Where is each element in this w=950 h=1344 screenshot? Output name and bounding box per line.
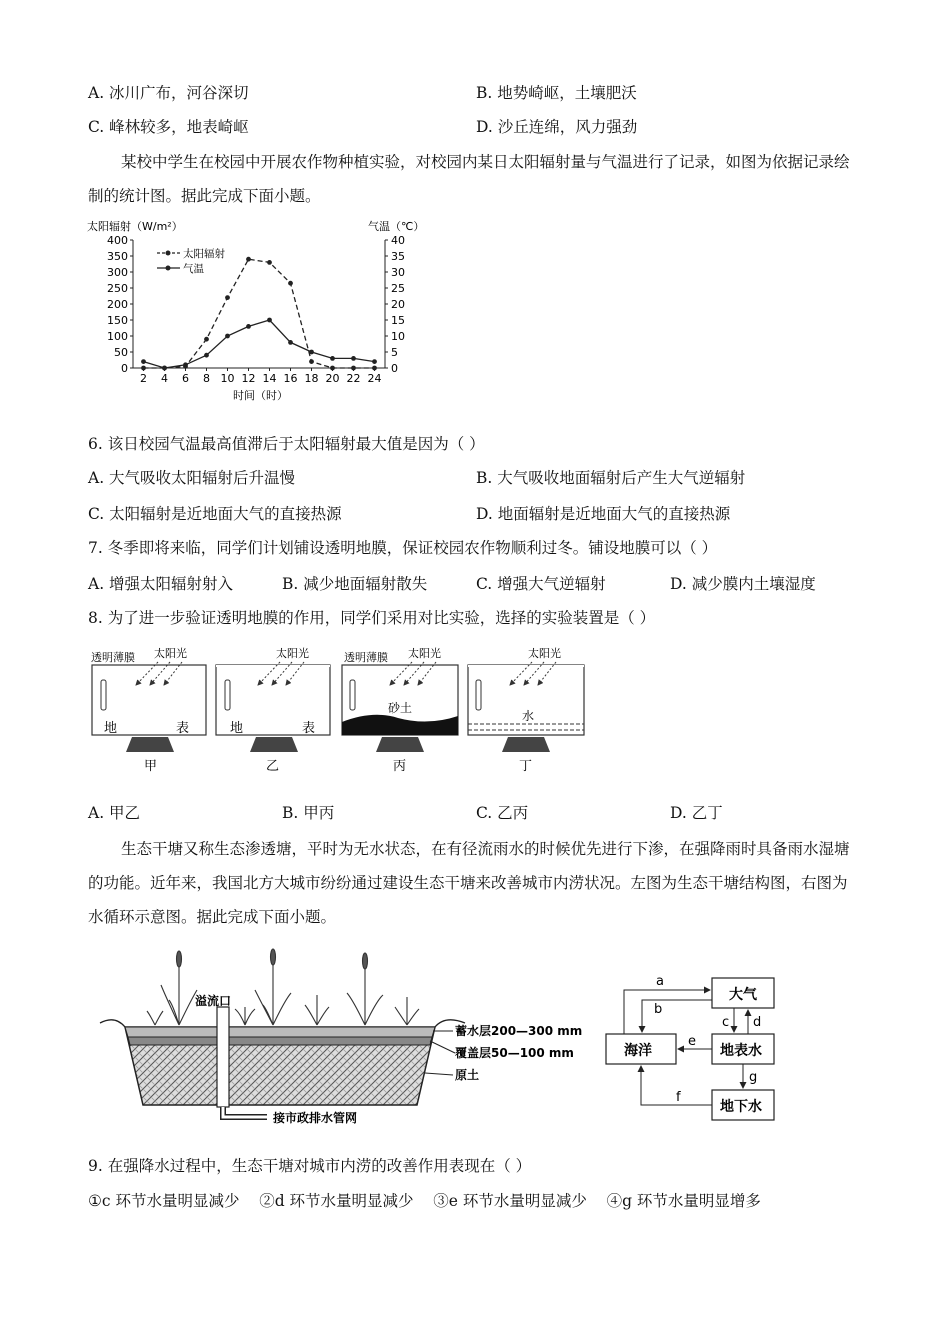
x-tick-label: 10 — [220, 372, 235, 385]
apparatus-bing — [342, 646, 458, 774]
intro-paragraph-2: 生态干塘又称生态渗透塘，平时为无水状态，在有径流雨水的时候优先进行下渗，在强降雨时具备雨水湿塘的功能。近年来，我国北方大城市纷纷通过建设生态干塘来改善城市内涝状况。左图为生态干塘结构图，右图为水循环示意图。据此完成下面小题。 — [88, 840, 850, 926]
q7-option-a: A. 增强太阳辐射射入 — [88, 575, 234, 593]
y-right-tick-label: 30 — [391, 266, 405, 279]
temperature-series-line — [144, 320, 375, 368]
y-left-tick-label: 150 — [107, 314, 128, 327]
y-right-tick-label: 40 — [391, 234, 405, 247]
x-tick-label: 24 — [367, 372, 382, 385]
radiation-temperature-chart — [85, 215, 425, 405]
cover-layer-label: 覆盖层50—100 mm — [455, 1046, 574, 1060]
arrow-a — [624, 990, 710, 1034]
ocean-label: 海洋 — [624, 1043, 652, 1059]
q8-stem: 8. 为了进一步验证透明地膜的作用，同学们采用对比实验，选择的实验装置是（ ） — [88, 609, 656, 627]
storage-base-layer — [128, 1037, 432, 1045]
x-axis-label: 时间（时） — [233, 389, 288, 402]
q6-stem: 6. 该日校园气温最高值滞后于太阳辐射最大值是因为（ ） — [88, 435, 485, 453]
temperature-point — [372, 359, 377, 364]
y-right-tick-label: 25 — [391, 282, 405, 295]
temperature-point — [246, 324, 251, 329]
label-yi: 乙 — [266, 759, 280, 774]
radiation-point — [372, 366, 377, 371]
surface-label: 表 — [176, 721, 190, 736]
x-tick-label: 8 — [203, 372, 210, 385]
x-tick-label: 20 — [325, 372, 340, 385]
legend-temperature-marker — [166, 266, 171, 271]
radiation-point — [267, 260, 272, 265]
label-ding: 丁 — [519, 759, 533, 774]
temperature-point — [204, 353, 209, 358]
groundwater-label: 地下水 — [720, 1099, 762, 1115]
original-soil-label: 原土 — [455, 1068, 480, 1082]
x-tick-label: 12 — [241, 372, 256, 385]
label-g: g — [749, 1070, 758, 1085]
thermometer-icon — [101, 680, 106, 710]
thermometer-icon — [350, 680, 355, 710]
q6-option-b: B. 大气吸收地面辐射后产生大气逆辐射 — [476, 469, 746, 487]
dry-pond-structure-figure — [95, 945, 595, 1130]
q9-items: ①c 环节水量明显减少 ②d 环节水量明显减少 ③e 环节水量明显减少 ④g 环节水量明显增多 — [88, 1192, 761, 1210]
y-right-label: 气温（℃） — [368, 220, 425, 233]
q7-stem: 7. 冬季即将来临，同学们计划铺设透明地膜，保证校园农作物顺利过冬。铺设地膜可以（ ） — [88, 539, 718, 557]
q6-option-d: D. 地面辐射是近地面大气的直接热源 — [476, 505, 731, 523]
q7-option-d: D. 减少膜内土壤湿度 — [670, 575, 816, 593]
sunlight-label: 太阳光 — [528, 647, 561, 660]
thermometer-icon — [476, 680, 481, 710]
radiation-point — [246, 257, 251, 262]
radiation-point — [330, 366, 335, 371]
radiation-point — [225, 295, 230, 300]
sunlight-label: 太阳光 — [276, 647, 309, 660]
water-label: 水 — [522, 709, 535, 723]
wetland-plants — [147, 949, 419, 1025]
label-d: d — [753, 1015, 762, 1030]
radiation-point — [351, 366, 356, 371]
apparatus-ding — [468, 646, 584, 774]
q8-option-a: A. 甲乙 — [88, 804, 141, 822]
label-e: e — [688, 1034, 696, 1049]
overflow-pipe — [217, 1007, 229, 1107]
temperature-point — [141, 359, 146, 364]
intro-paragraph-1: 某校中学生在校园中开展农作物种植实验，对校园内某日太阳辐射量与气温进行了记录，如图为依据记录绘制的统计图。据此完成下面小题。 — [88, 153, 850, 205]
heat-lamp-icon — [502, 737, 550, 752]
ground-label: 地 — [104, 721, 118, 736]
storage-layer-label: 蓄水层200—300 mm — [455, 1024, 583, 1038]
q8-option-b: B. 甲丙 — [282, 804, 335, 822]
q5-option-b: B. 地势崎岖，土壤肥沃 — [476, 84, 637, 102]
y-right-tick-label: 5 — [391, 346, 398, 359]
cover-layer — [125, 1027, 435, 1037]
q6-option-a: A. 大气吸收太阳辐射后升温慢 — [88, 469, 296, 487]
temperature-point — [183, 362, 188, 367]
x-tick-label: 22 — [346, 372, 361, 385]
water-cycle-figure — [600, 968, 800, 1128]
drain-pipe-label: 接市政排水管网 — [273, 1111, 358, 1125]
overflow-label: 溢流口 — [195, 994, 232, 1008]
y-left-tick-label: 400 — [107, 234, 128, 247]
legend-temperature-label: 气温 — [183, 263, 204, 275]
q9-stem: 9. 在强降水过程中，生态干塘对城市内涝的改善作用表现在（ ） — [88, 1157, 532, 1175]
temperature-point — [267, 318, 272, 323]
label-b: b — [654, 1002, 663, 1017]
temperature-point — [162, 366, 167, 371]
q5-option-c: C. 峰林较多，地表崎岖 — [88, 118, 249, 136]
radiation-series-line — [144, 259, 375, 368]
y-left-tick-label: 200 — [107, 298, 128, 311]
label-jia: 甲 — [144, 759, 158, 774]
y-left-tick-label: 250 — [107, 282, 128, 295]
temperature-point — [288, 340, 293, 345]
film-label: 透明薄膜 — [344, 651, 388, 664]
sunlight-label: 太阳光 — [408, 647, 441, 660]
y-right-tick-label: 15 — [391, 314, 405, 327]
heat-lamp-icon — [376, 737, 424, 752]
q5-option-d: D. 沙丘连绵，风力强劲 — [476, 118, 638, 136]
apparatus-yi — [216, 646, 330, 774]
sand-label: 砂土 — [388, 701, 413, 715]
sunlight-label: 太阳光 — [154, 647, 187, 660]
thermometer-icon — [225, 680, 230, 710]
radiation-point — [141, 366, 146, 371]
y-right-tick-label: 35 — [391, 250, 405, 263]
temperature-point — [225, 334, 230, 339]
temperature-point — [309, 350, 314, 355]
sand-layer — [342, 715, 458, 735]
x-tick-label: 18 — [304, 372, 319, 385]
apparatus-jia — [91, 646, 206, 774]
ground-label: 地 — [230, 721, 244, 736]
radiation-point — [288, 281, 293, 286]
heat-lamp-icon — [250, 737, 298, 752]
y-left-tick-label: 350 — [107, 250, 128, 263]
q7-option-c: C. 增强大气逆辐射 — [476, 575, 606, 593]
y-left-tick-label: 0 — [121, 362, 128, 375]
apparatus-figure — [88, 640, 598, 780]
q6-option-c: C. 太阳辐射是近地面大气的直接热源 — [88, 505, 342, 523]
y-left-tick-label: 100 — [107, 330, 128, 343]
label-f: f — [676, 1090, 681, 1105]
surface-label: 表 — [302, 721, 316, 736]
x-tick-label: 4 — [161, 372, 168, 385]
y-right-tick-label: 10 — [391, 330, 405, 343]
radiation-point — [204, 337, 209, 342]
label-bing: 丙 — [393, 759, 407, 774]
x-tick-label: 2 — [140, 372, 147, 385]
q8-option-d: D. 乙丁 — [670, 804, 723, 822]
x-tick-label: 14 — [262, 372, 277, 385]
arrow-b — [642, 1000, 712, 1032]
film-label: 透明薄膜 — [91, 651, 135, 664]
legend-radiation-marker — [166, 251, 171, 256]
x-tick-label: 16 — [283, 372, 298, 385]
q5-option-a: A. 冰川广布，河谷深切 — [88, 84, 249, 102]
q7-option-b: B. 减少地面辐射散失 — [282, 575, 428, 593]
legend-radiation-label: 太阳辐射 — [183, 248, 225, 260]
label-c: c — [722, 1015, 730, 1030]
x-tick-label: 6 — [182, 372, 189, 385]
surface-water-label: 地表水 — [720, 1043, 762, 1059]
y-right-tick-label: 20 — [391, 298, 405, 311]
q8-option-c: C. 乙丙 — [476, 804, 529, 822]
atmosphere-label: 大气 — [729, 987, 757, 1003]
heat-lamp-icon — [126, 737, 174, 752]
y-right-tick-label: 0 — [391, 362, 398, 375]
temperature-point — [330, 356, 335, 361]
label-a: a — [656, 974, 664, 989]
y-left-label: 太阳辐射（W/m²） — [87, 220, 183, 233]
temperature-point — [351, 356, 356, 361]
y-left-tick-label: 50 — [114, 346, 128, 359]
y-left-tick-label: 300 — [107, 266, 128, 279]
radiation-point — [309, 359, 314, 364]
